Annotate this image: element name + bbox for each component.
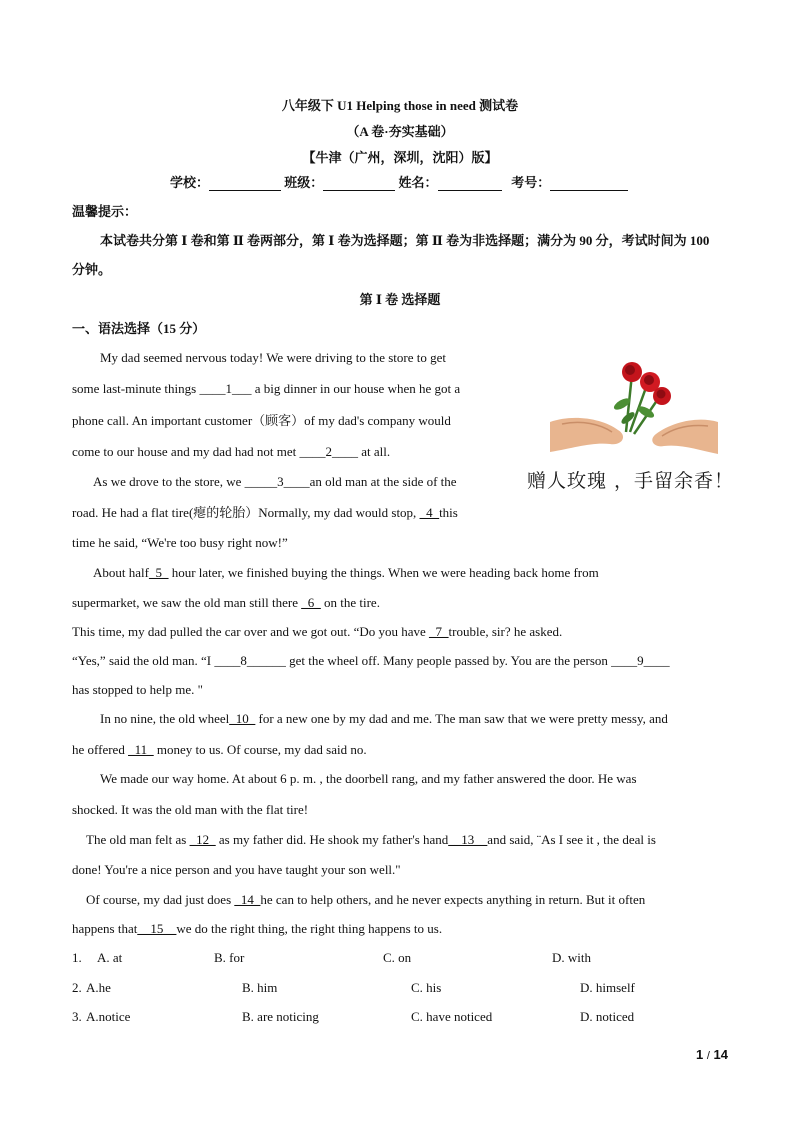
student-info-fields <box>170 175 628 191</box>
class-label: 班级： <box>284 175 324 190</box>
blank-12: _12_ <box>189 832 216 847</box>
tips-text: 本试卷共分第 Ⅰ 卷和第 Ⅱ 卷两部分，第 Ⅰ 卷为选择题；第 Ⅱ 卷为非选择题；满分为 90 分，考试时间为 100 <box>100 233 710 248</box>
blank-14: _14_ <box>234 892 261 907</box>
blank-6: _6_ <box>301 595 321 610</box>
page-number <box>696 1047 728 1062</box>
name-label: 姓名： <box>398 175 438 190</box>
passage-line: “Yes,” said the old man. “I ____8______ get the wheel off. Many people passed by. You are the person ____9____ <box>72 653 670 668</box>
option-c[interactable]: C. have noticed <box>411 1009 493 1024</box>
passage-text: About half <box>93 565 149 580</box>
passage-line: done! You're a nice person and you have taught your son well." <box>72 862 401 877</box>
option-b[interactable]: B. are noticing <box>242 1009 319 1024</box>
current-page: 1 <box>695 1047 704 1062</box>
passage-text: we do the right thing, the right thing happens to us. <box>176 921 443 936</box>
option-a[interactable]: A. at <box>97 950 123 965</box>
passage-line <box>72 742 367 758</box>
question-number: 1. <box>72 950 82 965</box>
blank-7: _7_ <box>429 624 449 639</box>
part-title: 第 Ⅰ 卷 选择题 <box>359 292 441 307</box>
passage-line: has stopped to help me. " <box>72 682 203 697</box>
exam-number-field[interactable] <box>550 176 628 191</box>
page-title: 八年级下 U1 Helping those in need 测试卷 <box>281 98 519 113</box>
passage-text: money to us. Of course, my dad said no. <box>153 742 367 757</box>
page-subtitle: （A 卷·夯实基础） <box>346 124 454 139</box>
passage-line: come to our house and my dad had not met ____2____ at all. <box>72 444 391 459</box>
option-a[interactable]: A.he <box>86 980 111 995</box>
passage-line: some last-minute things ____1___ a big dinner in our house when he got a <box>72 381 461 396</box>
passage-text: on the tire. <box>320 595 380 610</box>
blank-15: __15__ <box>137 921 177 936</box>
passage-line: shocked. It was the old man with the flat tire! <box>72 802 309 817</box>
passage-line <box>93 565 599 581</box>
blank-13: __13__ <box>448 832 488 847</box>
name-field[interactable] <box>438 176 502 191</box>
passage-text: The old man felt as <box>86 832 190 847</box>
tips-text-cont: 分钟。 <box>72 262 112 277</box>
question-number: 3. <box>72 1009 82 1024</box>
passage-text: hour later, we finished buying the things. When we were heading back home from <box>168 565 599 580</box>
option-d[interactable]: D. with <box>552 950 591 965</box>
option-d[interactable]: D. noticed <box>580 1009 635 1024</box>
passage-line <box>100 711 668 727</box>
blank-4: _4_ <box>419 505 440 520</box>
passage-text: In no nine, the old wheel <box>100 711 230 726</box>
passage-text: road. He had a flat tire(瘪的轮胎）Normally, my dad would stop, <box>72 505 420 520</box>
passage-line: We made our way home. At about 6 p. m. , the doorbell rang, and my father answered the door. He was <box>100 771 637 786</box>
passage-line <box>72 921 442 937</box>
passage-text: happens that <box>72 921 138 936</box>
tips-heading: 温馨提示： <box>72 204 138 219</box>
passage-line: My dad seemed nervous today! We were driving to the store to get <box>100 350 447 365</box>
passage-line: As we drove to the store, we _____3____an old man at the side of the <box>93 474 457 489</box>
option-c[interactable]: C. his <box>411 980 442 995</box>
passage-line: phone call. An important customer（顾客）of my dad's company would <box>72 413 451 428</box>
passage-text: he can to help others, and he never expects anything in return. But it often <box>260 892 646 907</box>
school-field[interactable] <box>209 176 281 191</box>
passage-text: and said, ¨As I see it , the deal is <box>487 832 656 847</box>
blank-5: _5_ <box>148 565 169 580</box>
passage-text: Of course, my dad just does <box>86 892 235 907</box>
passage-line <box>72 505 458 521</box>
option-b[interactable]: B. for <box>214 950 245 965</box>
blank-10: _10_ <box>229 711 256 726</box>
passage-text: as my father did. He shook my father's hand <box>215 832 449 847</box>
section-title: 一、语法选择（15 分） <box>72 321 206 336</box>
passage-text: this <box>439 505 458 520</box>
question-number: 2. <box>72 980 82 995</box>
edition-label: 【牛津（广州，深圳，沈阳）版】 <box>302 150 498 165</box>
total-pages: 14 <box>713 1047 728 1062</box>
page-separator: / <box>706 1050 710 1062</box>
option-b[interactable]: B. him <box>242 980 278 995</box>
option-d[interactable]: D. himself <box>580 980 635 995</box>
option-c[interactable]: C. on <box>383 950 412 965</box>
passage-text: supermarket, we saw the old man still there <box>72 595 302 610</box>
passage-line <box>86 832 656 848</box>
option-a[interactable]: A.notice <box>86 1009 131 1024</box>
school-label: 学校： <box>170 175 210 190</box>
passage-line <box>86 892 645 908</box>
image-caption: 赠人玫瑰 ，手留余香！ <box>527 470 735 492</box>
passage-text: for a new one by my dad and me. The man saw that we were pretty messy, and <box>255 711 668 726</box>
blank-11: _11_ <box>128 742 154 757</box>
passage-line <box>72 595 380 611</box>
passage-text: This time, my dad pulled the car over and we got out. “Do you have <box>72 624 430 639</box>
class-field[interactable] <box>323 176 395 191</box>
passage-line <box>72 624 562 640</box>
passage-text: trouble, sir? he asked. <box>448 624 563 639</box>
passage-text: he offered <box>72 742 129 757</box>
passage-line: time he said, “We're too busy right now!” <box>72 535 288 550</box>
exam-number-label: 考号： <box>511 175 551 190</box>
